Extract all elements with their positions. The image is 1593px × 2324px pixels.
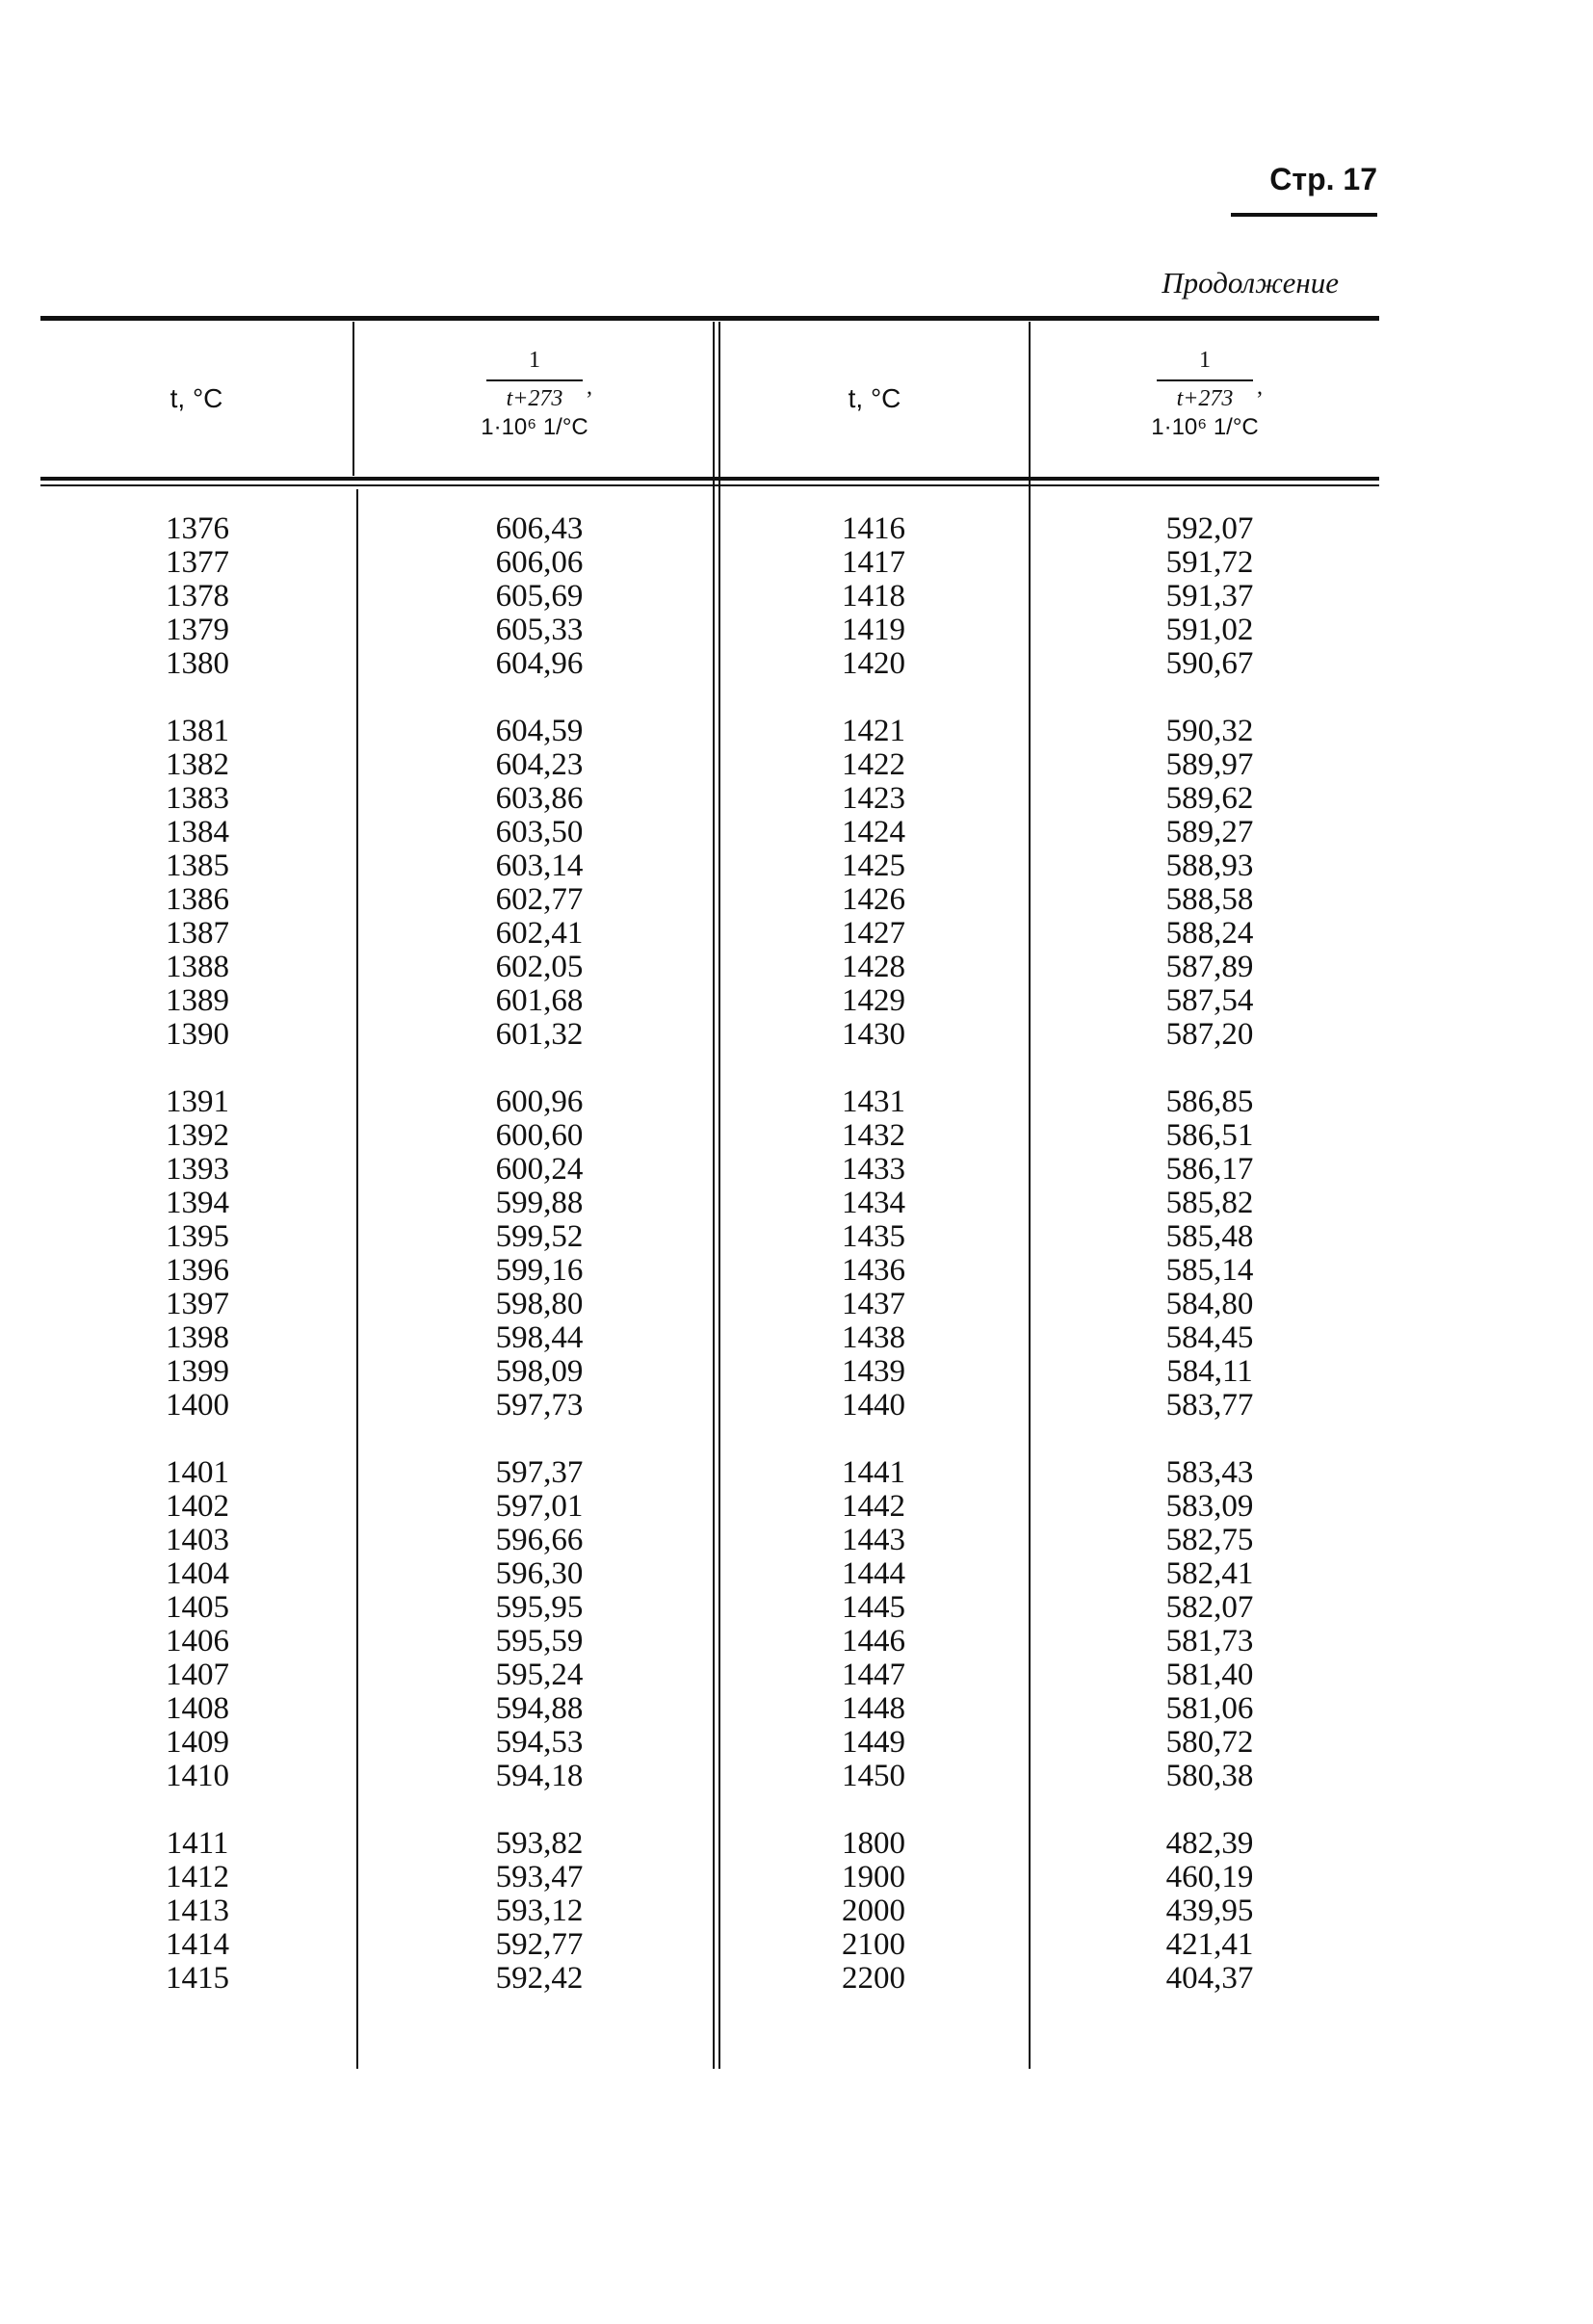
temperature-cell: 1420 xyxy=(842,646,905,681)
temperature-cell: 1425 xyxy=(842,849,905,883)
row-group xyxy=(782,1085,965,1423)
temperature-cell: 1442 xyxy=(842,1489,905,1524)
value-cell: 599,16 xyxy=(495,1253,584,1288)
temperature-cell: 1435 xyxy=(842,1219,905,1254)
temperature-cell: 1444 xyxy=(842,1556,905,1591)
row-group xyxy=(1104,512,1316,681)
header-rule xyxy=(40,477,1379,481)
temperature-cell: 1431 xyxy=(842,1084,905,1119)
value-cell: 482,39 xyxy=(1165,1826,1254,1861)
temperature-cell: 1446 xyxy=(842,1624,905,1658)
value-cell: 596,66 xyxy=(495,1523,584,1557)
value-cell: 583,77 xyxy=(1165,1388,1254,1423)
header-temperature-left xyxy=(40,383,353,414)
row-group xyxy=(782,715,965,1052)
temperature-cell: 2100 xyxy=(842,1927,905,1962)
value-cell: 597,37 xyxy=(495,1455,584,1490)
temperature-cell: 1422 xyxy=(842,747,905,782)
temperature-cell: 1423 xyxy=(842,781,905,816)
temperature-cell: 1393 xyxy=(166,1152,229,1187)
row-group xyxy=(433,1085,645,1423)
temperature-cell: 1376 xyxy=(166,511,229,546)
temperature-cell: 1399 xyxy=(166,1354,229,1389)
value-cell: 602,05 xyxy=(495,950,584,984)
value-cell: 582,75 xyxy=(1165,1523,1254,1557)
value-cell: 582,41 xyxy=(1165,1556,1254,1591)
header-rule-thin xyxy=(40,484,1379,486)
temperature-cell: 1398 xyxy=(166,1320,229,1355)
column-temperature-left xyxy=(106,512,289,2029)
value-cell: 592,77 xyxy=(495,1927,584,1962)
value-cell: 600,96 xyxy=(495,1084,584,1119)
row-group xyxy=(433,1827,645,1996)
temperature-cell: 1397 xyxy=(166,1287,229,1321)
fraction-comma: , xyxy=(587,375,592,400)
value-cell: 605,69 xyxy=(495,579,584,614)
temperature-cell: 1430 xyxy=(842,1017,905,1052)
value-cell: 583,43 xyxy=(1165,1455,1254,1490)
value-cell: 592,07 xyxy=(1165,511,1254,546)
temperature-cell: 1900 xyxy=(842,1860,905,1894)
row-group xyxy=(1104,715,1316,1052)
temperature-cell: 1378 xyxy=(166,579,229,614)
value-cell: 593,12 xyxy=(495,1893,584,1928)
row-group xyxy=(433,512,645,681)
table-top-rule xyxy=(40,316,1379,321)
temperature-cell: 1449 xyxy=(842,1725,905,1760)
temperature-cell: 1385 xyxy=(166,849,229,883)
value-cell: 587,89 xyxy=(1165,950,1254,984)
value-cell: 589,97 xyxy=(1165,747,1254,782)
value-cell: 588,93 xyxy=(1165,849,1254,883)
row-group xyxy=(106,1456,289,1793)
value-cell: 600,60 xyxy=(495,1118,584,1153)
value-cell: 460,19 xyxy=(1165,1860,1254,1894)
temperature-cell: 1412 xyxy=(166,1860,229,1894)
page-number-rule xyxy=(1231,213,1377,217)
temperature-cell: 2200 xyxy=(842,1961,905,1996)
value-cell: 598,44 xyxy=(495,1320,584,1355)
value-cell: 600,24 xyxy=(495,1152,584,1187)
temperature-cell: 1429 xyxy=(842,983,905,1018)
row-group xyxy=(106,1085,289,1423)
row-group xyxy=(106,512,289,681)
value-cell: 595,95 xyxy=(495,1590,584,1625)
fraction-unit: 1·10⁶ 1/°C xyxy=(1151,414,1259,440)
temperature-cell: 1404 xyxy=(166,1556,229,1591)
temperature-cell: 1405 xyxy=(166,1590,229,1625)
column-temperature-right xyxy=(782,512,965,2029)
value-cell: 590,32 xyxy=(1165,714,1254,748)
row-group xyxy=(1104,1085,1316,1423)
temperature-cell: 1415 xyxy=(166,1961,229,1996)
temperature-cell: 1417 xyxy=(842,545,905,580)
temperature-cell: 1426 xyxy=(842,882,905,917)
value-cell: 585,14 xyxy=(1165,1253,1254,1288)
temperature-cell: 1381 xyxy=(166,714,229,748)
continuation-label: Продолжение xyxy=(1162,266,1339,300)
value-cell: 594,53 xyxy=(495,1725,584,1760)
fraction-denominator: t+273 xyxy=(1176,386,1234,411)
temperature-cell: 1411 xyxy=(166,1826,229,1861)
temperature-cell: 1389 xyxy=(166,983,229,1018)
value-cell: 587,20 xyxy=(1165,1017,1254,1052)
fraction-denominator: t+273 xyxy=(506,386,563,411)
fraction-unit: 1·10⁶ 1/°C xyxy=(481,414,588,440)
value-cell: 594,18 xyxy=(495,1759,584,1793)
temperature-cell: 2000 xyxy=(842,1893,905,1928)
column-divider xyxy=(356,489,358,2069)
value-cell: 601,68 xyxy=(495,983,584,1018)
value-cell: 596,30 xyxy=(495,1556,584,1591)
value-cell: 586,51 xyxy=(1165,1118,1254,1153)
value-cell: 580,72 xyxy=(1165,1725,1254,1760)
temperature-cell: 1448 xyxy=(842,1691,905,1726)
temperature-cell: 1388 xyxy=(166,950,229,984)
temperature-cell: 1382 xyxy=(166,747,229,782)
row-group xyxy=(106,1827,289,1996)
value-cell: 593,47 xyxy=(495,1860,584,1894)
temperature-cell: 1418 xyxy=(842,579,905,614)
temperature-cell: 1436 xyxy=(842,1253,905,1288)
fraction-bar xyxy=(486,379,583,381)
temperature-cell: 1419 xyxy=(842,613,905,647)
temperature-cell: 1409 xyxy=(166,1725,229,1760)
value-cell: 603,14 xyxy=(495,849,584,883)
temperature-cell: 1401 xyxy=(166,1455,229,1490)
row-group xyxy=(433,1456,645,1793)
value-cell: 581,73 xyxy=(1165,1624,1254,1658)
temperature-cell: 1440 xyxy=(842,1388,905,1423)
temperature-cell: 1438 xyxy=(842,1320,905,1355)
value-cell: 588,58 xyxy=(1165,882,1254,917)
value-cell: 602,77 xyxy=(495,882,584,917)
row-group xyxy=(1104,1827,1316,1996)
value-cell: 604,59 xyxy=(495,714,584,748)
value-cell: 603,50 xyxy=(495,815,584,849)
temperature-label: t, °C xyxy=(170,383,223,413)
value-cell: 604,96 xyxy=(495,646,584,681)
temperature-cell: 1416 xyxy=(842,511,905,546)
header-temperature-right xyxy=(720,383,1029,414)
value-cell: 404,37 xyxy=(1165,1961,1254,1996)
value-cell: 587,54 xyxy=(1165,983,1254,1018)
header-fraction-left xyxy=(356,349,713,439)
value-cell: 580,38 xyxy=(1165,1759,1254,1793)
value-cell: 597,73 xyxy=(495,1388,584,1423)
temperature-cell: 1432 xyxy=(842,1118,905,1153)
temperature-cell: 1434 xyxy=(842,1186,905,1220)
temperature-cell: 1408 xyxy=(166,1691,229,1726)
temperature-cell: 1407 xyxy=(166,1658,229,1692)
value-cell: 595,59 xyxy=(495,1624,584,1658)
value-cell: 603,86 xyxy=(495,781,584,816)
value-cell: 595,24 xyxy=(495,1658,584,1692)
row-group xyxy=(1104,1456,1316,1793)
value-cell: 604,23 xyxy=(495,747,584,782)
temperature-cell: 1441 xyxy=(842,1455,905,1490)
value-cell: 593,82 xyxy=(495,1826,584,1861)
temperature-cell: 1437 xyxy=(842,1287,905,1321)
value-cell: 591,72 xyxy=(1165,545,1254,580)
value-cell: 594,88 xyxy=(495,1691,584,1726)
value-cell: 584,45 xyxy=(1165,1320,1254,1355)
temperature-cell: 1427 xyxy=(842,916,905,951)
value-cell: 585,82 xyxy=(1165,1186,1254,1220)
temperature-cell: 1410 xyxy=(166,1759,229,1793)
fraction-comma: , xyxy=(1257,375,1263,400)
temperature-cell: 1413 xyxy=(166,1893,229,1928)
fraction-numerator: 1 xyxy=(529,348,540,373)
value-cell: 598,09 xyxy=(495,1354,584,1389)
fraction-bar xyxy=(1157,379,1253,381)
temperature-cell: 1394 xyxy=(166,1186,229,1220)
temperature-cell: 1380 xyxy=(166,646,229,681)
row-group xyxy=(782,512,965,681)
value-cell: 590,67 xyxy=(1165,646,1254,681)
value-cell: 589,27 xyxy=(1165,815,1254,849)
value-cell: 582,07 xyxy=(1165,1590,1254,1625)
temperature-cell: 1396 xyxy=(166,1253,229,1288)
value-cell: 586,17 xyxy=(1165,1152,1254,1187)
value-cell: 597,01 xyxy=(495,1489,584,1524)
temperature-cell: 1402 xyxy=(166,1489,229,1524)
value-cell: 581,40 xyxy=(1165,1658,1254,1692)
temperature-cell: 1450 xyxy=(842,1759,905,1793)
temperature-cell: 1391 xyxy=(166,1084,229,1119)
temperature-cell: 1428 xyxy=(842,950,905,984)
value-cell: 584,11 xyxy=(1166,1354,1253,1389)
value-cell: 598,80 xyxy=(495,1287,584,1321)
value-cell: 606,06 xyxy=(495,545,584,580)
temperature-cell: 1387 xyxy=(166,916,229,951)
column-value-left xyxy=(433,512,645,2029)
column-divider xyxy=(1029,322,1031,2069)
temperature-cell: 1379 xyxy=(166,613,229,647)
temperature-cell: 1800 xyxy=(842,1826,905,1861)
center-double-divider xyxy=(718,322,720,2069)
temperature-cell: 1406 xyxy=(166,1624,229,1658)
temperature-cell: 1395 xyxy=(166,1219,229,1254)
value-cell: 599,52 xyxy=(495,1219,584,1254)
fraction-numerator: 1 xyxy=(1199,348,1211,373)
page-number: Стр. 17 xyxy=(1269,162,1377,196)
temperature-cell: 1443 xyxy=(842,1523,905,1557)
value-cell: 606,43 xyxy=(495,511,584,546)
value-cell: 439,95 xyxy=(1165,1893,1254,1928)
temperature-cell: 1383 xyxy=(166,781,229,816)
temperature-cell: 1384 xyxy=(166,815,229,849)
value-cell: 605,33 xyxy=(495,613,584,647)
value-cell: 592,42 xyxy=(495,1961,584,1996)
temperature-cell: 1386 xyxy=(166,882,229,917)
value-cell: 589,62 xyxy=(1165,781,1254,816)
temperature-cell: 1377 xyxy=(166,545,229,580)
header-fraction-right xyxy=(1031,349,1379,439)
temperature-cell: 1414 xyxy=(166,1927,229,1962)
temperature-cell: 1424 xyxy=(842,815,905,849)
value-cell: 602,41 xyxy=(495,916,584,951)
temperature-cell: 1421 xyxy=(842,714,905,748)
value-cell: 591,02 xyxy=(1165,613,1254,647)
value-cell: 588,24 xyxy=(1165,916,1254,951)
temperature-cell: 1403 xyxy=(166,1523,229,1557)
center-double-divider xyxy=(713,322,715,2069)
value-cell: 581,06 xyxy=(1165,1691,1254,1726)
temperature-cell: 1400 xyxy=(166,1388,229,1423)
value-cell: 601,32 xyxy=(495,1017,584,1052)
row-group xyxy=(782,1456,965,1793)
value-cell: 421,41 xyxy=(1165,1927,1254,1962)
value-cell: 599,88 xyxy=(495,1186,584,1220)
temperature-label: t, °C xyxy=(848,383,901,413)
temperature-cell: 1445 xyxy=(842,1590,905,1625)
temperature-cell: 1447 xyxy=(842,1658,905,1692)
row-group xyxy=(782,1827,965,1996)
temperature-cell: 1392 xyxy=(166,1118,229,1153)
value-cell: 586,85 xyxy=(1165,1084,1254,1119)
value-cell: 585,48 xyxy=(1165,1219,1254,1254)
temperature-cell: 1433 xyxy=(842,1152,905,1187)
column-value-right xyxy=(1104,512,1316,2029)
value-cell: 591,37 xyxy=(1165,579,1254,614)
row-group xyxy=(106,715,289,1052)
value-cell: 583,09 xyxy=(1165,1489,1254,1524)
value-cell: 584,80 xyxy=(1165,1287,1254,1321)
temperature-cell: 1390 xyxy=(166,1017,229,1052)
column-divider xyxy=(353,322,354,476)
temperature-cell: 1439 xyxy=(842,1354,905,1389)
row-group xyxy=(433,715,645,1052)
